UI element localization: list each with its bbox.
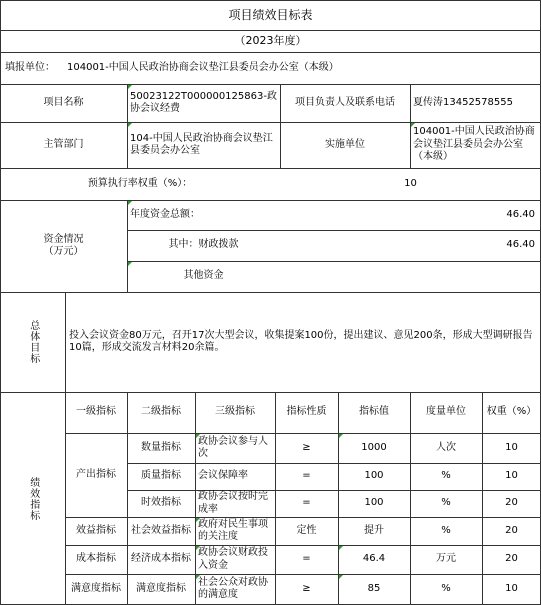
row-unit: %: [441, 524, 451, 536]
row-value: 46.4: [362, 553, 386, 565]
row-nature: ≥: [302, 441, 311, 453]
row-value: 1000: [361, 441, 387, 453]
row-weight: 10: [505, 582, 518, 594]
funding-label-main: 资金情况: [43, 233, 84, 245]
level1-satisfaction: 满意度指标: [71, 582, 121, 594]
row-level2: 社会效益指标: [131, 524, 191, 536]
level1-output: 产出指标: [76, 468, 116, 480]
cell-marker-icon: [339, 546, 343, 550]
dept-label: 主管部门: [43, 138, 84, 150]
annual-funding-label: 年度资金总额：: [130, 208, 200, 220]
row-nature: ≥: [302, 582, 311, 594]
dept-value: 104-中国人民政治协商会议垫江县委员会办公室: [130, 132, 273, 156]
header-level1: 一级指标: [76, 406, 116, 418]
year-label: （2023年度）: [234, 34, 307, 48]
level1-benefit: 效益指标: [76, 524, 116, 536]
cell-marker-icon: [128, 123, 132, 127]
annual-funding-value: 46.40: [506, 208, 535, 220]
row-level3: 社会公众对政协的满意度: [198, 576, 268, 600]
row-nature: 定性: [296, 524, 317, 536]
row-unit: %: [441, 470, 451, 482]
row-level2: 质量指标: [141, 470, 181, 482]
cell-marker-icon: [196, 546, 200, 550]
unit-value: 104001-中国人民政治协商会议垫江县委员会办公室（本级）: [67, 61, 339, 73]
row-level3: 政协会议按时完成率: [198, 491, 268, 515]
row-level3: 政协会议财政投入资金: [198, 547, 268, 571]
performance-label: 绩效指标: [27, 476, 39, 521]
row-level3: 政府对民生事项的关注度: [198, 518, 268, 542]
row-level2: 满意度指标: [136, 582, 186, 594]
cell-marker-icon: [128, 85, 132, 89]
cell-marker-icon: [411, 123, 415, 127]
row-level2: 时效指标: [141, 497, 181, 509]
project-name-value: 50023122T000000125863-政协会议经费: [130, 90, 277, 114]
level1-cost: 成本指标: [76, 553, 116, 565]
goal-label: 总体目标: [27, 320, 39, 364]
row-level2: 数量指标: [141, 441, 181, 453]
row-value: 85: [367, 582, 381, 594]
row-nature: =: [302, 497, 311, 509]
header-level3: 三级指标: [215, 406, 255, 418]
cell-marker-icon: [128, 262, 132, 266]
row-nature: =: [302, 553, 311, 565]
row-value: 100: [364, 497, 384, 509]
header-nature: 指标性质: [286, 406, 327, 418]
goal-text: 投入会议资金80万元，召开17次大型会议，收集提案100份，提出建议、意见200条，形成大型调研报告10篇，形成交流发言材料20余篇。: [69, 329, 533, 353]
header-weight: 权重（%）: [486, 406, 537, 418]
row-weight: 20: [505, 524, 518, 536]
row-value: 提升: [364, 524, 384, 536]
other-funding-label: 其他资金: [183, 270, 224, 282]
row-level3: 会议保障率: [198, 470, 248, 482]
funding-label: [0, 200, 127, 292]
row-weight: 20: [505, 553, 518, 565]
cell-marker-icon: [128, 201, 132, 205]
cell-marker-icon: [196, 434, 200, 438]
cell-marker-icon: [196, 575, 200, 579]
funding-label-unit: （万元）: [43, 246, 84, 257]
unit-label: 填报单位：: [5, 61, 55, 73]
impl-label: 实施单位: [325, 138, 365, 150]
project-name-label: 项目名称: [43, 96, 84, 108]
cell-marker-icon: [196, 518, 200, 522]
row-level3: 政协会议参与人次: [198, 435, 268, 459]
budget-weight-label: 预算执行率权重（%）：: [87, 177, 193, 189]
row-nature: =: [302, 470, 311, 482]
row-level2: 经济成本指标: [131, 553, 191, 565]
budget-weight-value: 10: [404, 177, 417, 189]
row-unit: %: [441, 497, 451, 509]
row-weight: 10: [505, 441, 518, 453]
fiscal-funding-label: 其中：财政拨款: [168, 239, 239, 251]
row-value: 100: [364, 470, 384, 482]
row-weight: 20: [505, 497, 518, 509]
header-value: 指标值: [359, 406, 389, 418]
row-weight: 10: [505, 470, 518, 482]
cell-marker-icon: [339, 575, 343, 579]
row-unit: %: [441, 582, 451, 594]
row-unit: 万元: [436, 553, 456, 565]
owner-label: 项目负责人及联系电话: [295, 96, 395, 108]
cell-marker-icon: [339, 434, 343, 438]
header-unit: 度量单位: [426, 406, 466, 418]
page-title: 项目绩效目标表: [228, 7, 313, 22]
fiscal-funding-value: 46.40: [506, 239, 535, 251]
header-level2: 二级指标: [141, 406, 181, 418]
owner-value: 夏传涛13452578555: [413, 96, 513, 108]
impl-value: 104001-中国人民政治协商会议垫江县委员会办公室（本级）: [413, 126, 535, 163]
row-unit: 人次: [436, 441, 456, 453]
